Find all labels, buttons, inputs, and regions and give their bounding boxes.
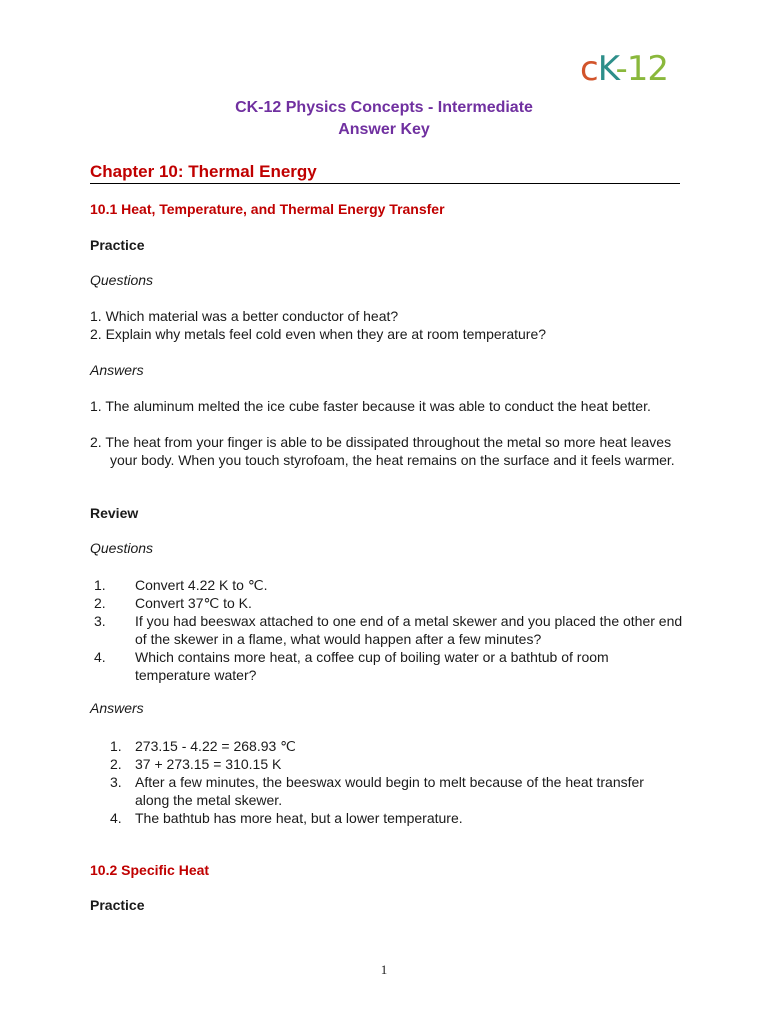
logo-dash: - — [615, 49, 627, 89]
list-number: 3. — [110, 774, 122, 790]
chapter-divider — [90, 183, 680, 184]
review-answers-label: Answers — [90, 700, 144, 716]
review-questions-label: Questions — [90, 540, 154, 556]
logo-number: 12 — [626, 49, 668, 89]
list-text: Convert 37℃ to K. — [135, 595, 252, 611]
logo-letter-k: K — [597, 49, 616, 89]
list-number: 1. — [110, 738, 122, 754]
logo-letter-c: c — [580, 49, 598, 89]
review-heading: Review — [90, 505, 139, 521]
list-number: 3. — [94, 613, 106, 629]
questions-label: Questions — [90, 272, 154, 288]
list-text: 273.15 - 4.22 = 268.93 ℃ — [135, 738, 296, 754]
list-text: Convert 4.22 K to ℃. — [135, 577, 268, 593]
section-title-10-1: 10.1 Heat, Temperature, and Thermal Energy Transfer — [90, 201, 445, 217]
page-number: 1 — [380, 962, 388, 977]
practice-question-2: 2. Explain why metals feel cold even when they are at room temperature? — [90, 326, 547, 342]
list-number: 4. — [110, 810, 122, 826]
document-title: CK-12 Physics Concepts - Intermediate — [235, 99, 533, 116]
list-number: 4. — [94, 649, 106, 665]
list-text: Which contains more heat, a coffee cup of boiling water or a bathtub of room temperature water? — [135, 649, 609, 683]
ck12-logo — [580, 49, 668, 89]
list-text: 37 + 273.15 = 310.15 K — [135, 756, 282, 772]
answers-label: Answers — [90, 362, 144, 378]
practice-answer-2: 2. The heat from your finger is able to be dissipated throughout the metal so more heat leaves your body. When you touch styrofoam, the heat remains on the surface and it feels warmer. — [90, 434, 675, 468]
list-number: 2. — [94, 595, 106, 611]
practice-heading: Practice — [90, 237, 145, 253]
section-title-10-2: 10.2 Specific Heat — [90, 862, 210, 878]
list-text: After a few minutes, the beeswax would begin to melt because of the heat transfer along the metal skewer. — [135, 774, 644, 808]
practice-question-1: 1. Which material was a better conductor of heat? — [90, 308, 399, 324]
list-text: The bathtub has more heat, but a lower temperature. — [135, 810, 463, 826]
document-subtitle: Answer Key — [338, 121, 430, 138]
section2-practice-heading: Practice — [90, 897, 145, 913]
list-number: 1. — [94, 577, 106, 593]
chapter-title: Chapter 10: Thermal Energy — [90, 162, 317, 181]
list-number: 2. — [110, 756, 122, 772]
practice-answer-1: 1. The aluminum melted the ice cube faster because it was able to conduct the heat better. — [90, 398, 651, 414]
list-text: If you had beeswax attached to one end of a metal skewer and you placed the other end of the skewer in a flame, what would happen after a few minutes? — [135, 613, 683, 647]
